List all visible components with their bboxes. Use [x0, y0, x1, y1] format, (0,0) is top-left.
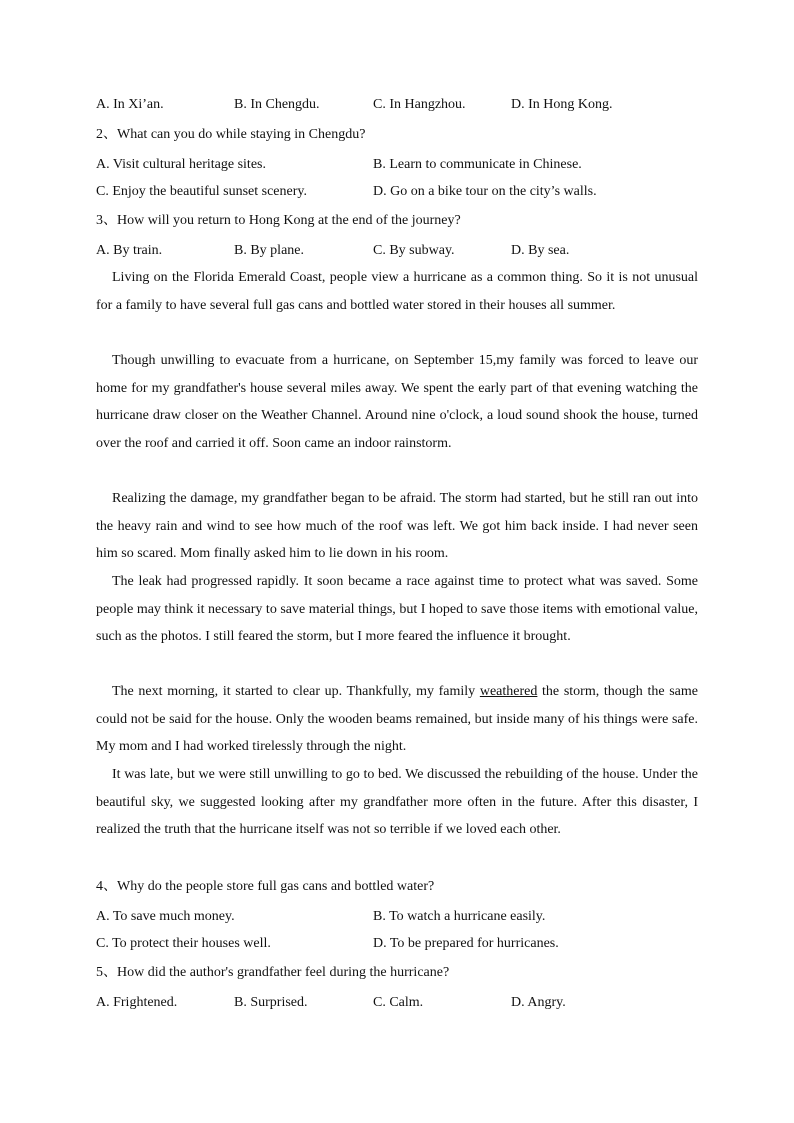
passage-paragraph-2: Though unwilling to evacuate from a hurricane, on September 15,my family was forced to leave our home for my grandfather's house several miles away. We spent the early part of that evening watching the hurricane draw closer on the Weather Channel. Around nine o'clock, a loud sound shook the house, turned over the roof and carried it off. Soon came an indoor rainstorm.: [96, 353, 698, 451]
q2-option-d: D. Go on a bike tour on the city’s walls.: [373, 184, 597, 199]
q2-option-b: B. Learn to communicate in Chinese.: [373, 157, 582, 172]
passage-paragraph-1: Living on the Florida Emerald Coast, people view a hurricane as a common thing. So it is not unusual for a family to have several full gas cans and bottled water stored in their houses all summer.: [96, 270, 698, 313]
q1-option-d: D. In Hong Kong.: [511, 97, 613, 112]
q1-option-c: C. In Hangzhou.: [373, 97, 466, 112]
underlined-word: weathered: [479, 684, 538, 699]
q3-stem: 3、How will you return to Hong Kong at the end of the journey?: [96, 213, 461, 228]
q2-option-a: A. Visit cultural heritage sites.: [96, 157, 266, 172]
q2-stem: 2、What can you do while staying in Chengdu?: [96, 127, 366, 142]
q4-stem: 4、Why do the people store full gas cans and bottled water?: [96, 879, 435, 894]
q4-option-a: A. To save much money.: [96, 909, 235, 924]
q3-option-d: D. By sea.: [511, 243, 570, 258]
q5-option-d: D. Angry.: [511, 995, 566, 1010]
q1-option-a: A. In Xi’an.: [96, 97, 164, 112]
q3-option-b: B. By plane.: [234, 243, 304, 258]
q5-option-b: B. Surprised.: [234, 995, 308, 1010]
q3-option-c: C. By subway.: [373, 243, 455, 258]
passage-paragraph-3: Realizing the damage, my grandfather began to be afraid. The storm had started, but he still ran out into the heavy rain and wind to see how much of the roof was left. We got him back inside. I had never seen him so scared. Mom finally asked him to lie down in his room.: [96, 491, 698, 562]
q5-option-a: A. Frightened.: [96, 995, 178, 1010]
passage-paragraph-6: It was late, but we were still unwilling to go to bed. We discussed the rebuilding of the house. Under the beautiful sky, we suggested looking after my grandfather more often in the future. After this disaster, I realized the truth that the hurricane itself was not so terrible if we loved each other.: [96, 767, 698, 838]
passage-paragraph-4: The leak had progressed rapidly. It soon became a race against time to protect what was saved. Some people may think it necessary to save material things, but I hoped to save those items with emotional value, such as the photos. I still feared the storm, but I more feared the influence it brought.: [96, 574, 698, 645]
q3-option-a: A. By train.: [96, 243, 163, 258]
q4-option-d: D. To be prepared for hurricanes.: [373, 936, 559, 951]
p5-text-after: the storm, though the same could not be said for the house. Only the wooden beams remained, but inside many of his things were safe. My mom and I had worked tirelessly through the night.: [96, 684, 698, 755]
q4-option-b: B. To watch a hurricane easily.: [373, 909, 546, 924]
passage-paragraph-5: [96, 678, 698, 761]
q5-stem: 5、How did the author's grandfather feel during the hurricane?: [96, 965, 450, 980]
q1-option-b: B. In Chengdu.: [234, 97, 320, 112]
p5-text-before: The next morning, it started to clear up. Thankfully, my family: [112, 684, 480, 699]
q4-option-c: C. To protect their houses well.: [96, 936, 271, 951]
q5-option-c: C. Calm.: [373, 995, 424, 1010]
q2-option-c: C. Enjoy the beautiful sunset scenery.: [96, 184, 307, 199]
